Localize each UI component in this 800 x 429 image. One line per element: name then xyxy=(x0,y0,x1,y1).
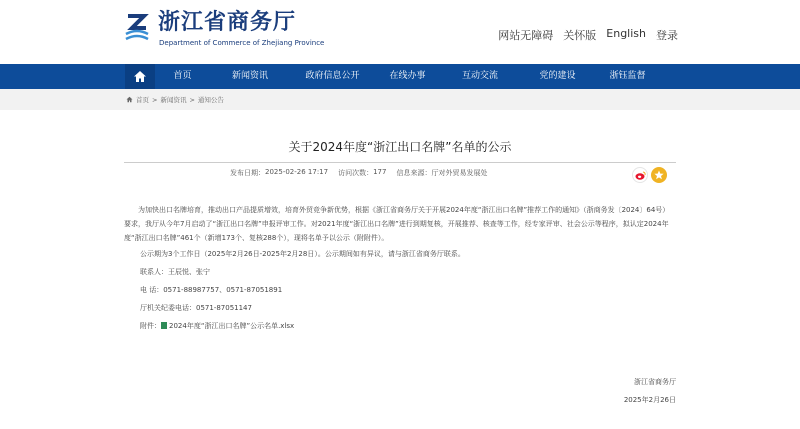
breadcrumb-home[interactable]: 首页 xyxy=(136,96,149,104)
views-count: 177 xyxy=(373,168,387,176)
home-icon xyxy=(126,96,133,103)
attachment-link[interactable]: 2024年度“浙江出口名牌”公示名单.xlsx xyxy=(169,322,295,330)
views-label: 访问次数： xyxy=(338,169,374,177)
home-icon xyxy=(133,70,147,83)
article-paragraph: 公示期为3个工作日（2025年2月26日-2025年2月28日）。公示期间如有异议，请与浙江省商务厅联系。 xyxy=(140,250,465,258)
nav-home-button[interactable] xyxy=(125,64,155,89)
signature-org: 浙江省商务厅 xyxy=(634,378,676,386)
publish-label: 发布日期： xyxy=(230,169,265,177)
supervise-line: 厅机关纪委电话：0571-87051147 xyxy=(140,304,252,312)
contact-line: 联系人：王辰悦、张宁 xyxy=(140,268,210,276)
source-value: 厅对外贸易发展处 xyxy=(431,169,488,177)
attachment-label: 附件： xyxy=(140,322,161,330)
article-title: 关于2024年度“浙江出口名牌”名单的公示 xyxy=(288,140,512,154)
english-link[interactable]: English xyxy=(606,27,646,40)
site-title[interactable]: 浙江省商务厅 xyxy=(158,10,297,35)
phone-line: 电 话：0571-88987757、0571-87051891 xyxy=(140,286,283,294)
top-links xyxy=(498,27,678,43)
nav-item-party-building[interactable]: 党的建设 xyxy=(539,71,576,81)
nav-item-home[interactable]: 首页 xyxy=(173,71,192,81)
breadcrumb-news[interactable]: 新闻资讯 xyxy=(160,96,187,104)
site-header xyxy=(0,0,800,64)
breadcrumb-separator: > xyxy=(152,95,158,104)
nav-item-gov-info[interactable]: 政府信息公开 xyxy=(305,71,360,81)
breadcrumb-notices[interactable]: 通知公告 xyxy=(197,96,224,104)
breadcrumb-bar xyxy=(0,89,800,110)
file-icon xyxy=(161,322,167,329)
attachment-line xyxy=(140,321,294,331)
breadcrumb xyxy=(126,95,224,104)
title-divider xyxy=(124,162,676,163)
article-body xyxy=(124,203,676,245)
nav-item-news[interactable]: 新闻资讯 xyxy=(231,71,268,81)
publish-date: 2025-02-26 17:17 xyxy=(265,168,329,176)
main-nav xyxy=(0,64,800,89)
care-mode-link[interactable]: 关怀版 xyxy=(563,29,597,42)
weibo-icon xyxy=(635,171,646,180)
qzone-share-button[interactable] xyxy=(651,167,667,183)
article-meta xyxy=(230,168,487,178)
site-subtitle: Department of Commerce of Zhejiang Province xyxy=(159,39,325,47)
source-label: 信息来源： xyxy=(396,169,432,177)
breadcrumb-separator: > xyxy=(189,95,195,104)
signature-date: 2025年2月26日 xyxy=(623,396,676,404)
nav-item-online-service[interactable]: 在线办事 xyxy=(389,71,426,81)
accessibility-link[interactable]: 网站无障碍 xyxy=(498,29,554,42)
logo-icon[interactable] xyxy=(124,12,150,44)
qzone-icon xyxy=(654,170,664,180)
nav-item-interaction[interactable]: 互动交流 xyxy=(461,71,498,81)
nav-item-supervision[interactable]: 浙钰监督 xyxy=(609,71,646,81)
weibo-share-button[interactable] xyxy=(632,167,648,183)
article-paragraph: 为加快出口名牌培育，推动出口产品提质增效，培育外贸竞争新优势，根据《浙江省商务厅关于开展2024年度“浙江出口名牌”推荐工作的通知》（浙商务发〔2024〕64号）要求，我厅从今年7月启动了“浙江出口名牌”申报评审工作。对2021年度“浙江出口名牌”进行到期复核，开展推荐、核查等工作，经专家评审、社会公示等程序，拟认定2024年度“浙江出口名牌”461个（新增173个、复核288个），现将名单予以公示（附附件）。 xyxy=(124,206,670,242)
login-link[interactable]: 登录 xyxy=(656,29,678,42)
